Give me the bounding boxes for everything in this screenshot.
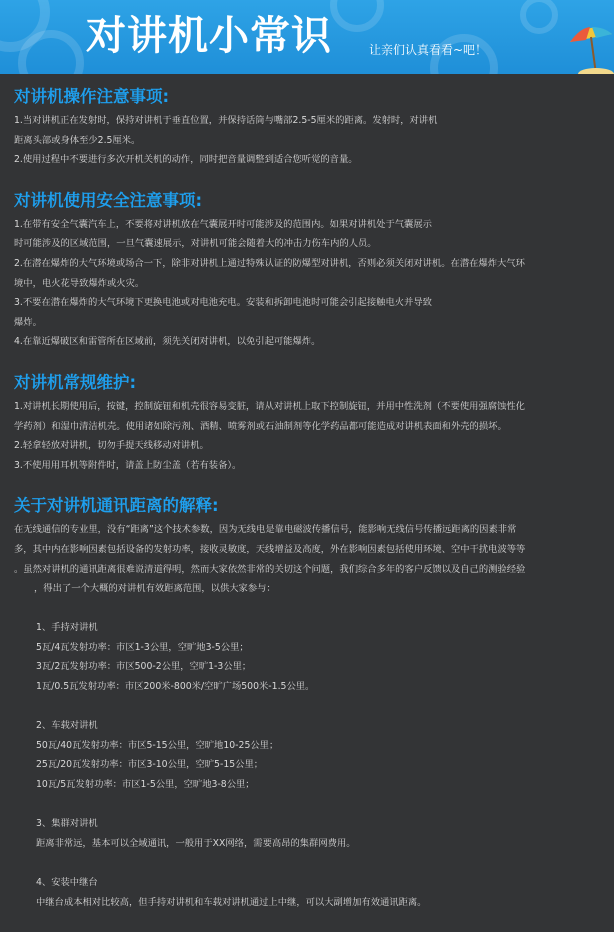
list-item: 50瓦/40瓦发射功率：市区5-15公里，空旷地10-25公里；: [36, 739, 279, 751]
distance-list: [14, 599, 606, 913]
banner: [0, 0, 614, 74]
paragraph-line: 。虽然对讲机的通讯距离很难说清道得明，然而大家依然非常的关切这个问题，我们综合多年的客户反馈以及自己的测验经验: [14, 563, 526, 575]
paragraph-line: 距离头部或身体至少2.5厘米。: [14, 134, 141, 146]
list-item: 距离非常远，基本可以全域通讯，一般用于XX网络，需要高昂的集群网费用。: [36, 837, 356, 849]
list-group-title: 1、手持对讲机: [36, 622, 98, 634]
paragraph-line: 爆炸。: [14, 316, 42, 328]
paragraph-line: ，得出了一个大概的对讲机有效距离范围，以供大家参与：: [34, 583, 276, 595]
paragraph-line: 2.轻拿轻放对讲机，切勿手提天线移动对讲机。: [14, 440, 209, 452]
section-heading: 对讲机操作注意事项:: [14, 87, 170, 106]
section-heading: 关于对讲机通讯距离的解释:: [14, 496, 219, 516]
paragraph-line: 3.不要在潜在爆炸的大气环境下更换电池或对电池充电。安装和拆卸电池时可能会引起接触电火并导致: [14, 297, 432, 309]
paragraph-line: 1.在带有安全气囊汽车上，不要将对讲机放在气囊展开时可能涉及的范围内。如果对讲机处于气囊展示: [14, 218, 432, 230]
paragraph-line: 3.不使用用耳机等附件时，请盖上防尘盖（若有装备）。: [14, 459, 242, 471]
list-item: 3瓦/2瓦发射功率：市区500-2公里，空旷1-3公里；: [36, 661, 252, 673]
decorative-circle: [520, 0, 558, 34]
page-subtitle: 让亲们认真看看~吧！: [369, 43, 488, 57]
paragraph-line: 学药剂）和湿巾清洁机壳。使用诸如除污剂、酒精、喷雾剂或石油制剂等化学药品都可能造成对讲机表面和外壳的损坏。: [14, 420, 507, 432]
section-heading: 对讲机常规维护:: [14, 372, 137, 392]
paragraph-line: 在无线通信的专业里，没有“距离”这个技术参数，因为无线电是靠电磁波传播信号，能影响无线信号传播远距离的因素非常: [14, 524, 517, 536]
section-safety: [14, 190, 606, 352]
paragraph-line: 2.在潜在爆炸的大气环境或场合一下，除非对讲机上通过特殊认证的防爆型对讲机，否则必须关闭对讲机。在潜在爆炸大气环: [14, 257, 525, 269]
list-item: 25瓦/20瓦发射功率：市区3-10公里，空旷5-15公里；: [36, 759, 264, 771]
paragraph-line: 1.当对讲机正在发射时，保持对讲机于垂直位置，并保持话筒与嘴部2.5-5厘米的距离。发射时，对讲机: [14, 115, 438, 126]
section-operation: [14, 86, 606, 170]
paragraph-line: 1.对讲机长期使用后，按键，控制旋钮和机壳很容易变脏，请从对讲机上取下控制旋钮，并用中性洗剂（不要使用强腐蚀性化: [14, 400, 525, 412]
list-group-title: 2、车载对讲机: [36, 720, 98, 732]
decorative-circle: [330, 0, 384, 32]
paragraph-line: 境中，电火花导致爆炸或火灾。: [14, 277, 145, 289]
section-maintenance: [14, 372, 606, 475]
page-title: 对讲机小常识: [86, 13, 332, 59]
paragraph-line: 多，其中内在影响因素包括设备的发射功率，接收灵敏度，天线增益及高度，外在影响因素包括使用环境、空中干扰电波等等: [14, 543, 526, 555]
section-heading: 对讲机使用安全注意事项:: [14, 190, 203, 210]
section-distance: [14, 495, 606, 912]
list-item: 5瓦/4瓦发射功率：市区1-3公里，空旷地3-5公里；: [36, 641, 249, 653]
beach-umbrella-icon: [566, 18, 614, 74]
list-item: 1瓦/0.5瓦发射功率：市区200米-800米/空旷广场500米-1.5公里。: [36, 681, 315, 693]
list-item: 中继台成本相对比较高，但手持对讲机和车载对讲机通过上中继，可以大副增加有效通讯距离。: [36, 896, 427, 908]
list-group-title: 4、安装中继台: [36, 877, 98, 888]
article-content: [14, 86, 606, 932]
paragraph-line: 4.在靠近爆破区和雷管所在区域前，须先关闭对讲机，以免引起可能爆炸。: [14, 336, 321, 348]
paragraph-line: 2.使用过程中不要进行多次开机关机的动作，同时把音量调整到适合您听觉的音量。: [14, 154, 358, 166]
list-group-title: 3、集群对讲机: [36, 818, 98, 830]
list-item: 10瓦/5瓦发射功率：市区1-5公里，空旷地3-8公里；: [36, 779, 255, 791]
paragraph-line: 时可能涉及的区域范围，一旦气囊速展示，对讲机可能会随着大的冲击力伤车内的人员。: [14, 238, 377, 250]
